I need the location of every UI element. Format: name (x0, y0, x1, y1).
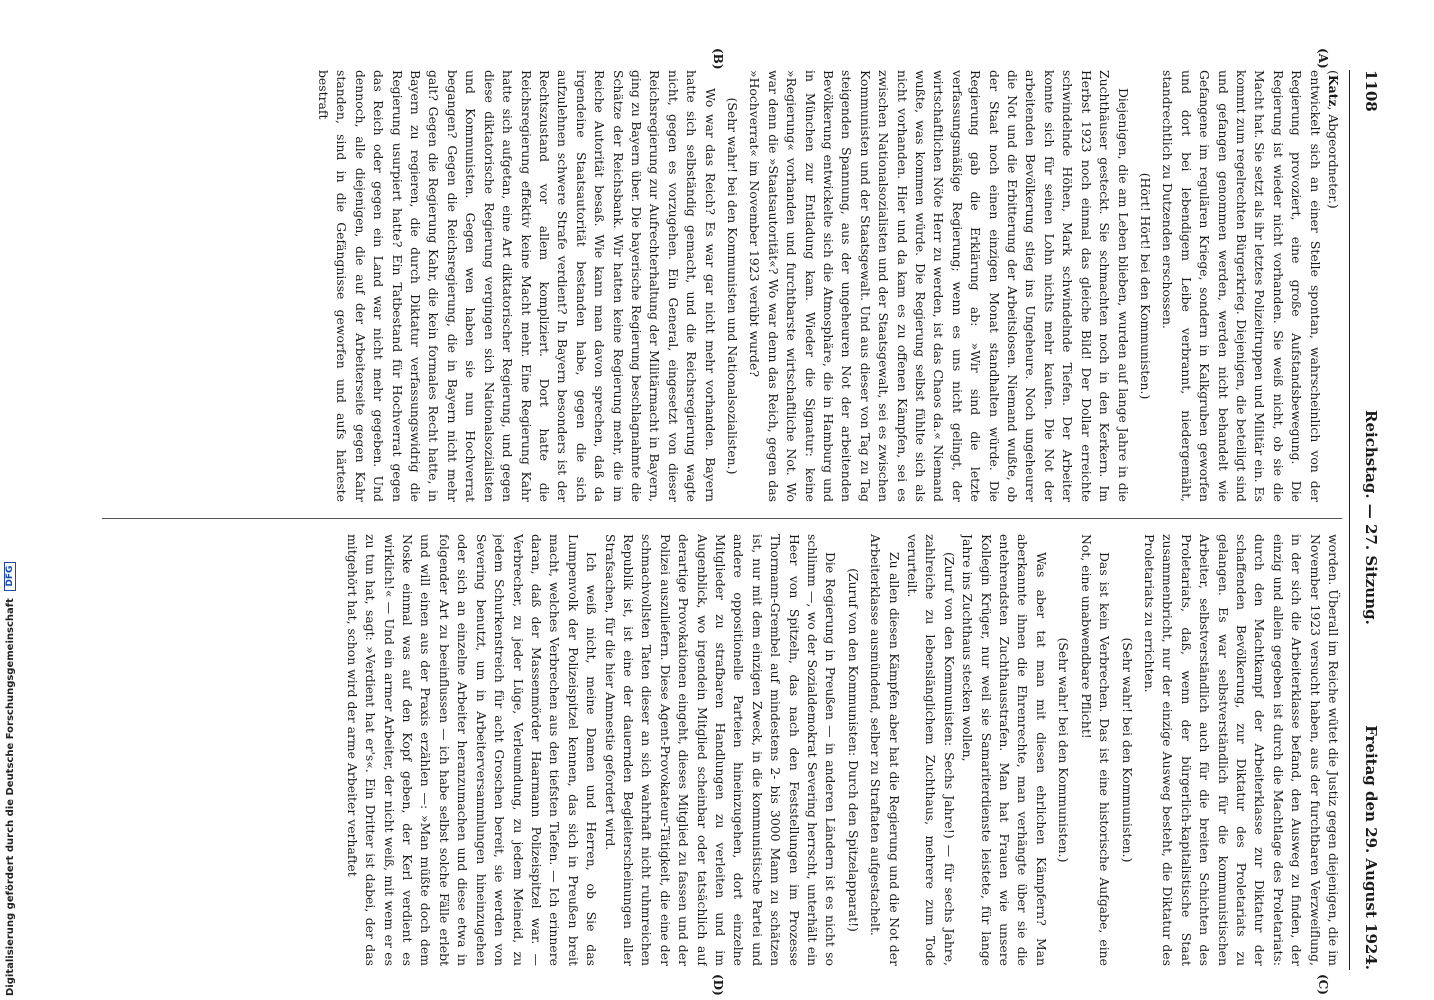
speaker-line: (Katz, Abgeordneter.) (1326, 70, 1341, 209)
header-rule (1349, 70, 1350, 970)
margin-marker-a: (A) (1316, 48, 1330, 69)
margin-marker-d: (D) (711, 974, 725, 996)
page-number: 1108 (1362, 70, 1380, 112)
margin-marker-c: (C) (1316, 974, 1330, 995)
session-date: Freitag den 29. August 1924. (1362, 725, 1380, 970)
right-column (102, 534, 1342, 966)
interjection: (Sehr wahr! bei den Kommunisten.) (1056, 637, 1072, 863)
running-title: Reichstag. — 27. Sitzung. (1362, 410, 1380, 625)
paragraph: Zu allen diesen Kämpfen aber hat die Regierung und die Not der Arbeiterklasse ausmündend, selber zu Straftaten aufgestachelt. (868, 534, 902, 966)
paragraph: Was aber tat man mit diesen ehrlichen Kämpfern? Man aberkannte ihnen die Ehrenrechte, man verhängte über sie die entehrendsten Zuchthausstrafen. Man hat Frauen wie unsere Kollegin Krüger, nur weil sie Samariterdienste leistete, für lange Jahre ins Zuchthaus stecken wollen, (960, 534, 1049, 966)
interjection: (Sehr wahr! bei den Kommunisten.) (1119, 637, 1135, 863)
interjection: (Zuruf von den Kommunisten: Durch den Spitzelapparat!) (845, 568, 861, 932)
rotated-document-page (90, 48, 1380, 996)
paragraph: Die Regierung in Preußen — in anderen Ländern ist es nicht so schlimm —, wo der Sozialdemokrat Severing herrscht, unterhält ein Heer von Spitzeln, das nach den Feststellungen im Prozesse Thormann-Grembel auf mindestens 2- bis 3000 Mann zu schätzen ist, nur mit dem einzigen Zweck, in die kommunistische Partei und andere oppositionelle Parteien hineinzugehen, dort einzelne Mitglieder zu strafbaren Handlungen zu verleiten und im Augenblick, wo irgendein Mitglied scheinbar oder tatsächlich auf derartige Provokationen eingeht, dieses Mitglied zu fassen und der Polizei auszuliefern. Diese Agent-Provokateur-Tätigkeit, die eine der schmachvollsten Taten dieser an sich wahrhaft nicht ruhmreichen Republik ist, ist eine der dauernden Begleiterscheinungen aller Strafsachen, für die hier Amnestie gefordert wird. (602, 534, 839, 966)
speaker-name: Katz (1326, 74, 1341, 107)
page-header (1354, 70, 1380, 970)
credit-text: Digitalisierung gefördert durch die Deutsche Forschungsgemeinschaft (5, 598, 16, 996)
left-column (102, 70, 1342, 502)
digitization-credit (4, 562, 16, 996)
margin-marker-b: (B) (711, 48, 725, 70)
paragraph: Wo war das Reich? Es war gar nicht mehr vorhanden. Bayern hatte sich selbständig gemacht, und die Reichsregierung wagte nicht, gegen es vorzugehen. Ein General, eingesetzt von dieser Reichsregierung zur Aufrechterhaltung der Militärmacht in Bayern, ging zu Bayern über. Die bayerische Regierung beschlagnahmte die Schätze der Reichsbank. Wir hatten keine Regierung mehr, die im Reiche Autorität besaß. Wie kann man davon sprechen, daß da irgendeine Staatsautorität bestanden habe, gegen die sich aufzulehnen schwere Strafe verdient? In Bayern besonders ist der Rechtszustand vor allem kompliziert. Dort hatte die Reichsregierung effektiv keine Macht mehr. Eine Regierung Kahr hatte sich aufgetan, eine Art diktatorischer Regierung, und gegen diese diktatorische Regierung vergingen sich Nationalsozialisten und Kommunisten. Gegen wen haben sie nun Hochverrat begangen? Gegen die Reichsregierung, die in Bayern nicht mehr galt? Gegen die Regierung Kahr, die kein formales Recht hatte, in Bayern zu regieren, die durch Diktatur verfassungswidrig die Regierung usurpiert hatte? Ein Tatbestand für Hochverrat gegen das Reich oder gegen ein Land war nicht mehr gegeben. Und dennoch, alle diejenigen, die auf der Arbeiterseite gegen Kahr standen, sind in die Gefängnisse geworfen und aufs härteste bestraft (316, 70, 718, 502)
paragraph: Das ist kein Verbrechen. Das ist eine historische Aufgabe, eine Not, eine unabwendbare Pflicht! (1078, 534, 1113, 966)
interjection: (Sehr wahr! bei den Kommunisten und Nationalsozialisten.) (725, 97, 740, 475)
paragraph: entwickelt sich an einer Stelle spontan, wahrscheinlich von der Regierung provoziert, eine große Aufstandsbewegung. Die Regierung ist wieder nicht vorhanden. Sie weiß nicht, ob sie die Macht hat. Sie setzt als ihr letztes Polizeitruppen und Militär ein. Es kommt zum regelrechten Bürgerkrieg. Diejenigen, die beteiligt sind und gefangen genommen werden, werden nicht behandelt wie Gefangene im regulären Kriege, sondern in Kalkgruben geworfen und dort bei lebendigem Leibe verbrannt, niedergemäht, standrechtlich zu Dutzenden erschossen. (1160, 70, 1323, 502)
paragraph: Ich weiß nicht, meine Damen und Herren, ob Sie das Lumpenvolk der Polizeispitzel kennen, das sich in Preußen breit macht, welches Verbrechen aus den tiefsten Tiefen. — Ich erinnere daran, daß der Massenmörder Haarmann Polizeispitzel war. — Verbrecher, zu jeder Lüge, Verleumdung, zu jedem Meineid, zu jedem Schurkenstreich für acht Groschen bereit, sie werden von Severing benutzt, um in Arbeiterversammlungen hineinzugehen oder sich an einzelne Arbeiter heranzumachen und diese etwa in folgender Art zu beeinflussen — ich habe selbst solche Fälle erlebt und will einen aus der Praxis erzählen —: »Man müßte doch dem Noske einmal was auf den Kopf geben, der Kerl verdient es wirklich!« — Und ein armer Arbeiter, der nicht weiß, mit wem er es zu tun hat, sagt: »Verdient hat er's«. Ein Dritter ist dabei, der das mitgehört hat, schon wird der arme Arbeiter verhaftet (344, 534, 600, 966)
column-divider (102, 518, 1342, 519)
dfg-logo: DFG (4, 562, 16, 591)
paragraph: Diejenigen, die am Leben blieben, wurden auf lange Jahre in die Zuchthäuser gesteckt. Sie schmachten noch in den Kerkern. Im Herbst 1923 noch einmal das gleiche Bild! Der Dollar erreichte schwindelnde Höhen, Mark schwindelnde Tiefen. Der Arbeiter konnte sich für seinen Lohn nichts mehr kaufen. Die Not der arbeitenden Bevölkerung stieg ins Ungeheure. Noch ungeheurer die Not und die Erbitterung der Arbeitslosen. Niemand wußte, ob der Staat noch einen einzigen Monat standhalten würde. Die Regierung gab die Erklärung ab: »Wir sind die letzte verfassungsmäßige Regierung; wenn es uns nicht gelingt, der wirtschaftlichen Nöte Herr zu werden, ist das Chaos da.« Niemand wußte, was kommen würde. Die Regierung selbst fühlte sich als nicht vorhanden. Hier und da kam es zu offenen Kämpfen, sei es zwischen Nationalsozialisten und der Staatsgewalt, sei es zwischen Kommunisten und der Staatsgewalt. Und aus dieser von Tag zu Tag steigenden Spannung, aus der ungeheuren Not der arbeitenden Bevölkerung entwickelte sich die Atmosphäre, die in Hamburg und in München zur Entladung kam. Wieder die Signatur: keine »Regierung« vorhanden und furchtbarste wirtschaftliche Not. Wo war denn die »Staatsautorität«? Wo war denn das Reich, gegen das »Hochverrat« im November 1923 verübt wurde? (747, 70, 1131, 502)
speaker-role: Abgeordneter (1326, 114, 1341, 200)
paragraph: worden. Überall im Reiche wütet die Justiz gegen diejenigen, die im November 1923 versucht haben, aus der furchtbaren Verzweiflung, in der sich die Arbeiterklasse befand, den Ausweg zu finden, der einzig und allein gegeben ist durch die Machtlage des Proletariats: durch den Machtkampf der Arbeiterklasse zur Diktatur der schaffenden Bevölkerung, zur Diktatur des Proletariats zu gelangen. Es war selbstverständlich für die kommunistischen Arbeiter, selbstverständlich auch für die breiten Schichten des Proletariats, daß, wenn der bürgerlich-kapitalistische Staat zusammenbricht, nur der einzige Ausweg besteht, die Diktatur des Proletariats zu errichten. (1141, 534, 1341, 966)
paragraph: (Zuruf von den Kommunisten: Sechs Jahre!) — für sechs Jahre, zahlreiche zu lebenslänglichem Zuchthaus, mehrere zum Tode verurteilt. (905, 534, 957, 966)
interjection: (Hört! Hört! bei den Kommunisten.) (1137, 172, 1153, 400)
